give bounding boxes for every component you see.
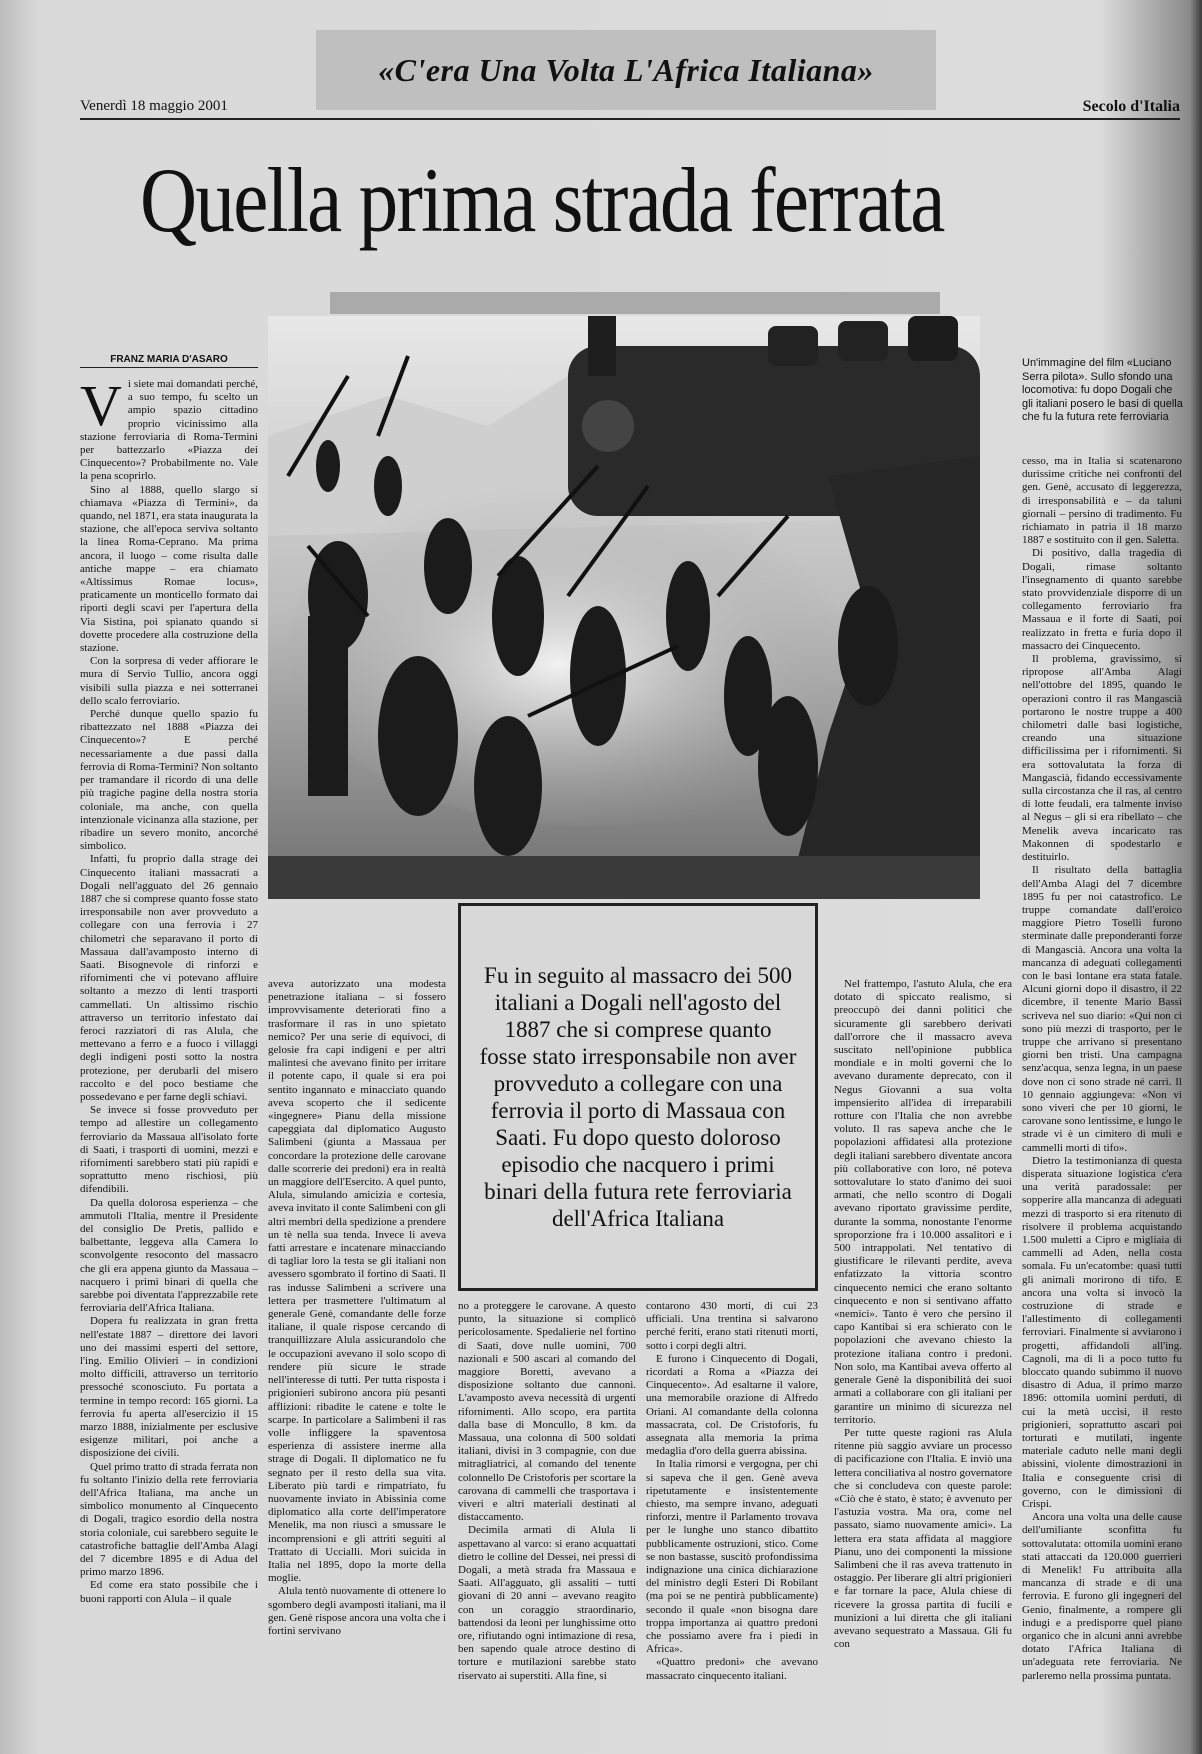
film-still-photo: [268, 316, 980, 899]
paragraph: Dopera fu realizzata in gran fretta nell'estate 1887 – direttore dei lavori uno dei massimi esperti del settore, l'ing. Emilio Olivieri – in condizioni molto difficili, attraverso un territorio pressoché sconosciuto. Fu portata a termine in tempo record: 165 giorni. La ferrovia fu aperta all'esercizio il 15 marzo 1888, inizialmente per esclusive esigenze militari, poi anche a disposizione dei civili.: [80, 1315, 258, 1460]
paragraph: Per tutte queste ragioni ras Alula ritenne più saggio avviare un processo di pacificazione con l'Italia. E inviò una lettera conciliativa al nostro governatore che si concludeva con queste parole: «Ciò che è stato, è stato; è avvenuto per l'astuzia vostra. Ma ora, come nel passato, siamo nuovamente amici». La lettera era stata affidata al maggiore Pianu, uno dei componenti la missione Salimbeni che il ras aveva trattenuto in ostaggio. Per liberare gli altri prigionieri e far tornare la pace, Alula chiese di ricevere la grossa partita di fucili e munizioni a lui diretta che gli italiani avevano sequestrato a Massaua. Gli fu con: [834, 1426, 1012, 1651]
paragraph: Decimila armati di Alula li aspettavano al varco: si erano acquattati dietro le colline del Dessei, nei pressi di Dogali, a metà strada fra Massaua e Saati. All'agguato, gli assaliti – tutti giovani di 20 anni – avevano reagito con un coraggio straordinario, battendosi da leoni per lunghissime otto ore, rifiutando ogni intimazione di resa, ben sapendo quale atroce destino di torture e mutilazioni sarebbe stato riservato ai superstiti. Alla fine, si: [458, 1524, 636, 1682]
photo-top-band: [330, 292, 940, 314]
byline: FRANZ MARIA D'ASARO: [80, 354, 258, 368]
paragraph: «Quattro predoni» che avevano massacrato cinquecento italiani.: [646, 1656, 818, 1682]
paragraph: Nel frattempo, l'astuto Alula, che era dotato di spiccato realismo, si preoccupò dei danni politici che sicuramente gli sarebbero derivati dall'orrore che il massacro aveva suscitato nell'opinione pubblica mondiale e in molti governi che lo avevano duramente deprecato, con il Negus Giovanni a sua volta impensierito all'idea di irreparabili rotture con l'Italia che non avrebbe voluto. Il ras sapeva anche che le popolazioni affidatesi alla protezione degli italiani sarebbero diventate ancora più collaborative con loro, né poteva sottovalutare lo stato d'animo dei suoi armati, che nello scontro di Dogali avevano riportato gravissime perdite, durante la somma, nonostante l'enorme sproporzione fra i 10.000 assalitori e i 500 intrappolati. Nel tentativo di giustificare le rilevanti perdite, aveva enfatizzato la vittoria scontro cinquecento nemici che erano soltanto cinquecento e non si sentivano affatto «nemici». Tanto è vero che persino il capo Kantibai si era schierato con le popolazioni che avevano chiesto la protezione italiana contro i predoni. Non solo, ma Kantibai aveva offerto al generale Genè la disponibilità dei suoi armati a collaborare con gli italiani per garantire un minimo di sicurezza nel territorio.: [834, 978, 1012, 1426]
paragraph: Perché dunque quello spazio fu ribattezzato nel 1888 «Piazza dei Cinquecento»? E perché necessariamente a due passi dalla ferrovia di Roma-Termini? Non soltanto per tramandare il ricordo di una delle più tragiche pagine della nostra storia coloniale, ma anche, con quella intenzionale vicinanza alla stazione, per ribadire un severo monito, ancorché simbolico.: [80, 708, 258, 853]
photo-caption: Un'immagine del film «Luciano Serra pilota». Sullo sfondo una locomotiva: fu dopo Dogali che gli italiani posero le basi di quella che fu la futura rete ferroviaria: [1022, 357, 1183, 423]
article-column-1: [80, 378, 258, 1738]
newspaper-name: Secolo d'Italia: [1082, 98, 1180, 115]
paragraph: cesso, ma in Italia si scatenarono durissime critiche nei confronti del gen. Genè, accusato di leggerezza, di irresponsabilità e – da taluni giornali – persino di tradimento. Fu richiamato in patria il 18 marzo 1887 e sostituito con il gen. Saletta.: [1022, 455, 1182, 547]
paragraph: i siete mai domandati perché, a suo tempo, fu scelto un ampio spazio cittadino proprio vicinissimo alla stazione ferroviaria di Roma-Termini per battezzarlo «Piazza dei Cinquecento»? Probabilmente no. Vale la pena scoprirlo.: [80, 378, 258, 483]
article-column-4: [646, 1300, 818, 1740]
article-column-3: [458, 1300, 636, 1740]
paragraph: Se invece si fosse provveduto per tempo ad allestire un collegamento ferroviario da Massaua all'isolato forte di Saati, i trasporti di uomini, mezzi e rifornimenti sarebbero stati più rapidi e soprattutto meno rischiosi, più difendibili.: [80, 1104, 258, 1196]
paragraph: In Italia rimorsi e vergogna, per chi si sapeva che il gen. Genè aveva ripetutamente e insistentemente chiesto, ma sempre invano, adeguati rinforzi, mentre il Parlamento trovava per le lunghe uno stanco dibattito pubblicamente ostruzioni, stico. Come se non bastasse, suscitò profondissima indignazione una cinica dichiarazione del ministro degli Esteri Di Robilant (ma poi se ne pentirà pubblicamente) secondo il quale «non bisogna dare troppa importanza ai quattro predoni che possiamo avere fra i piedi in Africa».: [646, 1458, 818, 1656]
series-title: «C'era Una Volta L'Africa Italiana»: [378, 51, 874, 88]
paragraph: aveva autorizzato una modesta penetrazione italiana – si fossero improvvisamente deteriorati fino a trasformare il ras in uno spietato nemico? Per una serie di equivoci, di gelosie fra capi indigeni e per altri malintesi che avevano finito per irritare il potente capo, il quale si era poi sentito ingannato e minacciato quando aveva scoperto che il sedicente «ingegnere» Pianu della missione capeggiata dal diplomatico Augusto Salimbeni (giunta a Massaua per concordare la protezione delle carovane dalle scorrerie dei predoni) era in realtà un maggiore dell'Esercito. A quel punto, Alula, simulando amicizia e cortesia, aveva invitato il conte Salimbeni con gli altri membri della spedizione a prendere un tè nella sua tenda. Invece li aveva fatti arrestare e incatenare minacciando di tagliar loro la testa se gli italiani non avessero sgombrato il fortino di Saati. Il ras indusse Salimbeni a scrivere una lettera per trasmettere l'ultimatum al generale Genè, comandante delle forze italiane, il quale rispose cercando di tranquillizzare Alula assicurandolo che le occupazioni avevano il solo scopo di rendere più sicure le strade nell'interesse di tutti. Per tutta risposta i prigionieri subirono ancora più pesanti afflizioni: ribadite le catene e tolte le scarpe. In particolare a Salimbeni il ras volle infliggere la spaventosa esperienza di assistere inerme alla strage di Dogali. Il diplomatico ne fu segnato per il resto della sua vita. Liberato più tardi e rimpatriato, fu nuovamente inviato in Abissinia come diplomatico alla corte dell'imperatore Menelik, ma non riuscì a smussare le incomprensioni e gli attriti seguiti al Trattato di Uccialli. Morì suicida in Italia nel 1895, dopo la morte della moglie.: [268, 978, 446, 1585]
paragraph: no a proteggere le carovane. A questo punto, la situazione si complicò pericolosamente. Spedalierie nel fortino di Saati, dove nulle uomini, 700 nazionali e 500 ascari al comando del maggiore Boretti, avevano a disposizione soltanto due cannoni. L'avamposto aveva necessità di urgenti rifornimenti. Allo scopo, era partita dalla base di Moncullo, 8 km. da Massaua, una colonna di 500 soldati italiani, divisi in 3 compagnie, con due mitragliatrici, al comando del tenente colonnello De Cristoforis per scortare la carovana di cammelli che trasportava i viveri e altri materiali destinati al distaccamento.: [458, 1300, 636, 1524]
paragraph: Alula tentò nuovamente di ottenere lo sgombero degli avamposti italiani, ma il gen. Genè rispose ancora una volta che i fortini servivano: [268, 1585, 446, 1637]
article-column-5: [834, 978, 1012, 1740]
paragraph: Il problema, gravissimo, si ripropose all'Amba Alagi nell'ottobre del 1895, quando le operazioni contro il ras Mangascià portarono le nostre truppe a 400 chilometri dalle basi logistiche, creando una situazione difficilissima per i rifornimenti. Si era sottovalutata la forza di Mangascià, fidando eccessivamente sulla circostanza che il ras, al centro di lotte feudali, era talmente inviso al Negus – gli si era ribellato – che Menelik aveva incaricato ras Makonnen di spodestarlo e destituirlo.: [1022, 653, 1182, 864]
pull-quote: Fu in seguito al massacro dei 500 italiani a Dogali nell'agosto del 1887 che si comprese quanto fosse stato irresponsabile non aver provveduto a collegare con una ferrovia il porto di Massaua con Saati. Fu dopo questo doloroso episodio che nacquero i primi binari della futura rete ferroviaria dell'Africa Italiana: [479, 963, 797, 1231]
battle-scene-image: [268, 316, 980, 899]
series-banner: [316, 30, 936, 110]
paragraph: Dietro la testimonianza di questa disperata situazione logistica c'era una verità paradossale: per sopperire alla mancanza di adeguati mezzi di trasporto si era ritenuto di risolvere il problema acquistando 1.500 muletti a Cipro e migliaia di cammelli ad Aden, nella costa somala. Fu un'ecatombe: quasi tutti gli animali morirono di tifo. E ancora una volta si invocò la costruzione di strade e l'allestimento di collegamenti ferroviari. Finalmente si avviarono i progetti, affidandoli all'ing. Cagnoli, ma di lì a poco tutto fu bloccato quando subimmo il nuovo disastro di Adua, il primo marzo 1896: ottomila uomini perduti, di cui la metà uccisi, il resto prigionieri, soprattutto ascari poi torturati e mutilati, ingente materiale caduto nelle mani degli abissini, violente dimostrazioni in Italia e conseguente crisi di governo, con le dimissioni di Crispi.: [1022, 1154, 1182, 1511]
header-rule: [80, 118, 1180, 120]
paragraph: E furono i Cinquecento di Dogali, ricordati a Roma a «Piazza dei Cinquecento». Ad esaltarne il valore, una memorabile orazione di Alfredo Oriani. Al comandante della colonna massacrata, col. De Cristoforis, fu assegnata alla memoria la prima medaglia d'oro della guerra abissina.: [646, 1352, 818, 1458]
paragraph: Ed come era stato possibile che i buoni rapporti con Alula – il quale: [80, 1579, 258, 1605]
paragraph: Con la sorpresa di veder affiorare le mura di Servio Tullio, ancora oggi visibili sulla piazza e nei sotterranei dello scalo ferroviario.: [80, 655, 258, 707]
paragraph: Di positivo, dalla tragedia di Dogali, rimase soltanto l'insegnamento di quanto sarebbe stato provvidenziale disporre di un collegamento ferroviario fra Massaua e il forte di Saati, poi realizzato in fretta e furia dopo il massacro dei Cinquecento.: [1022, 547, 1182, 652]
paragraph: Da quella dolorosa esperienza – che ammutolì l'Italia, mentre il Presidente del consiglio De Pretis, pallido e balbettante, leggeva alla Camera lo sconvolgente resoconto del massacro che gli era appena giunto da Massaua – nacquero i primi binari di quella che sarebbe poi diventata l'apprezzabile rete ferroviaria dell'Africa Italiana.: [80, 1196, 258, 1315]
paragraph: contarono 430 morti, di cui 23 ufficiali. Una trentina si salvarono perché feriti, erano stati ritenuti morti, sotto i corpi degli altri.: [646, 1300, 818, 1352]
article-column-2: [268, 978, 446, 1738]
paragraph: Sino al 1888, quello slargo si chiamava «Piazza di Termini», da quando, nel 1871, era stata inaugurata la stazione, che all'epoca serviva soltanto la linea Roma-Ceprano. Ma prima ancora, il luogo – come risulta dalle antiche mappe – era chiamato «Altissimus Romae locus», praticamente un monticello formato dai riporti degli scavi per l'apertura della Via Sistina, poi spianato quando si dovette procedere alla costruzione della stazione.: [80, 483, 258, 655]
pull-quote-box: [458, 903, 818, 1291]
paragraph: Il risultato della battaglia dell'Amba Alagi del 7 dicembre 1895 fu per noi catastrofico. Le truppe comandate dall'eroico maggiore Pietro Toselli furono sterminate dalle preponderanti forze di Mangascià. Ancora una volta la mancanza di adeguati collegamenti con le basi lontane era stata fatale. Alcuni giorni dopo il disastro, il 22 dicembre, il tenente Mario Bassi scriveva nel suo diario: «Qui non ci sono più mezzi di trasporto, per le truppe che arrivano si presentano giorni ben tristi. Una campagna senz'acqua, senza legna, in un paese dove non ci sono strade né carri. Il 10 gennaio aggiungeva: «Non vi sono viveri che per 10 giorni, le carovane sono lentissime, e lungo le strade vi è un cimitero di muli e cammelli morti di tifo».: [1022, 864, 1182, 1154]
issue-date: Venerdì 18 maggio 2001: [80, 98, 228, 114]
dropcap: V: [80, 378, 122, 438]
headline: Quella prima strada ferrata: [140, 149, 944, 251]
paragraph: Ancora una volta una delle cause dell'umiliante sconfitta fu sottovalutata: ottomila uomini erano stati attaccati da 120.000 guerrieri di Menelik! Fu attribuita alla mancanza di strade e di una ferrovia. E furono gli ingegneri del Genio, finalmente, a rompere gli indugi e a predisporre quel piano organico che in alcuni anni avrebbe dotato l'Africa Italiana di un'adeguata rete ferroviaria. Ne parleremo nella prossima puntata.: [1022, 1511, 1182, 1682]
paragraph: Infatti, fu proprio dalla strage dei Cinquecento italiani massacrati a Dogali nell'agguato del 26 gennaio 1887 che si comprese quanto fosse stato irresponsabile non aver provveduto a collegare con una ferrovia i 27 chilometri che separavano il porto di Massaua dall'avamposto interno di Saati. Bisognevole di rinforzi e rifornimenti che vi potevano affluire soltanto a mezzo di lenti trasporti cammellati. Un altissimo rischio attraverso un territorio infestato dai feroci razziatori di ras Alula, che mettevano a ferro e a fuoco i villaggi degli indigeni posti sotto la nostra protezione, per derubarli del misero raccolto e del poco bestiame che possedevano e per farne degli schiavi.: [80, 853, 258, 1103]
paragraph: Quel primo tratto di strada ferrata non fu soltanto l'inizio della rete ferroviaria dell'Africa Italiana, ma anche un simbolico monumento al Cinquecento di Dogali, tragico esordio della nostra storia coloniale, cui sarebbero seguite le catastrofiche battaglie dell'Amba Alagi del 7 dicembre 1895 e di Adua del primo marzo 1896.: [80, 1460, 258, 1579]
article-column-6: [1022, 455, 1182, 1740]
